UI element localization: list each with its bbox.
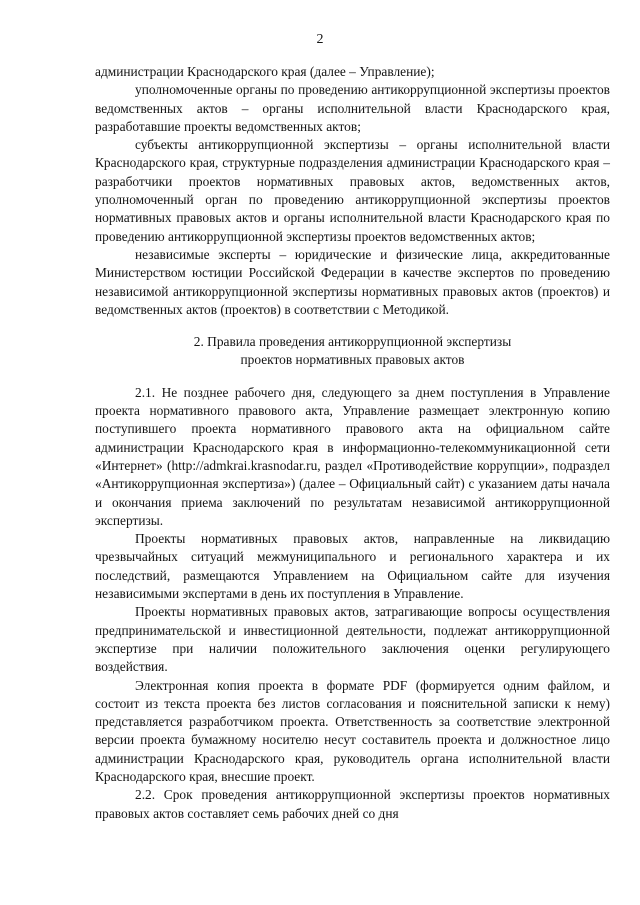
paragraph-independent-experts: независимые эксперты – юридические и физические лица, аккредитованные Министерством юстиции Российской Федерации в качестве экспертов по проведению независимой антикоррупционной экспертизы нормативных правовых актов (проектов) и ведомственных актов (проектов) в соответствии с Методикой. — [95, 246, 610, 317]
paragraph-emergency-projects: Проекты нормативных правовых актов, направленные на ликвидацию чрезвычайных ситуаций межмуниципального и регионального характера и их последствий, размещаются Управлением на Официальном сайте для изучения независимыми экспертами в день их поступления в Управление. — [95, 531, 610, 602]
page-number: 2 — [316, 32, 324, 47]
paragraph-electronic-copy: Электронная копия проекта в формате PDF (формируется одним файлом, и состоит из текста проекта без листов согласования и пояснительной записки к нему) представляется разработчиком проекта. Ответственность за соответствие электронной версии проекта бумажному носителю несут составитель проекта и должностное лицо администрации Краснодарского края, руководитель органа исполнительной власти Краснодарского края, внесшие проект. — [95, 677, 610, 784]
paragraph-authorized-bodies: уполномоченные органы по проведению антикоррупционной экспертизы проектов ведомственных актов – органы исполнительной власти Краснодарского края, разработавшие проекты ведомственных актов; — [95, 82, 610, 134]
section-heading-line-2: проектов нормативных правовых актов — [240, 352, 465, 368]
paragraph-expertise-subjects: субъекты антикоррупционной экспертизы – органы исполнительной власти Краснодарского края, структурные подразделения администрации Краснодарского края – разработчики проектов нормативных правовых актов, ведомственных актов, уполномоченный орган по проведению антикоррупционной экспертизы проектов нормативных правовых актов и органы исполнительной власти Краснодарского края по проведению антикоррупционной экспертизы проектов ведомственных актов; — [95, 137, 610, 244]
paragraph-2-2: 2.2. Срок проведения антикоррупционной экспертизы проектов нормативных правовых актов составляет семь рабочих дней со дня — [95, 787, 610, 821]
section-heading — [95, 333, 610, 370]
paragraph-continuation: администрации Краснодарского края (далее – Управление); — [95, 64, 435, 79]
document-body — [95, 63, 610, 823]
section-heading-line-1: 2. Правила проведения антикоррупционной экспертизы — [193, 334, 512, 350]
paragraph-business-projects: Проекты нормативных правовых актов, затрагивающие вопросы осуществления предпринимательской и инвестиционной деятельности, подлежат антикоррупционной экспертизе при наличии положительного заключения оценки регулирующего воздействия. — [95, 604, 610, 675]
paragraph-2-1: 2.1. Не позднее рабочего дня, следующего за днем поступления в Управление проекта нормативного правового акта, Управление размещает электронную копию поступившего проекта нормативного правового акта на официальном сайте администрации Краснодарского края в информационно-телекоммуникационной сети «Интернет» (http://admkrai.krasnodar.ru, раздел «Противодействие коррупции», подраздел «Антикоррупционная экспертиза») (далее – Официальный сайт) с указанием даты начала и окончания приема заключений по результатам независимой антикоррупционной экспертизы. — [95, 384, 610, 528]
